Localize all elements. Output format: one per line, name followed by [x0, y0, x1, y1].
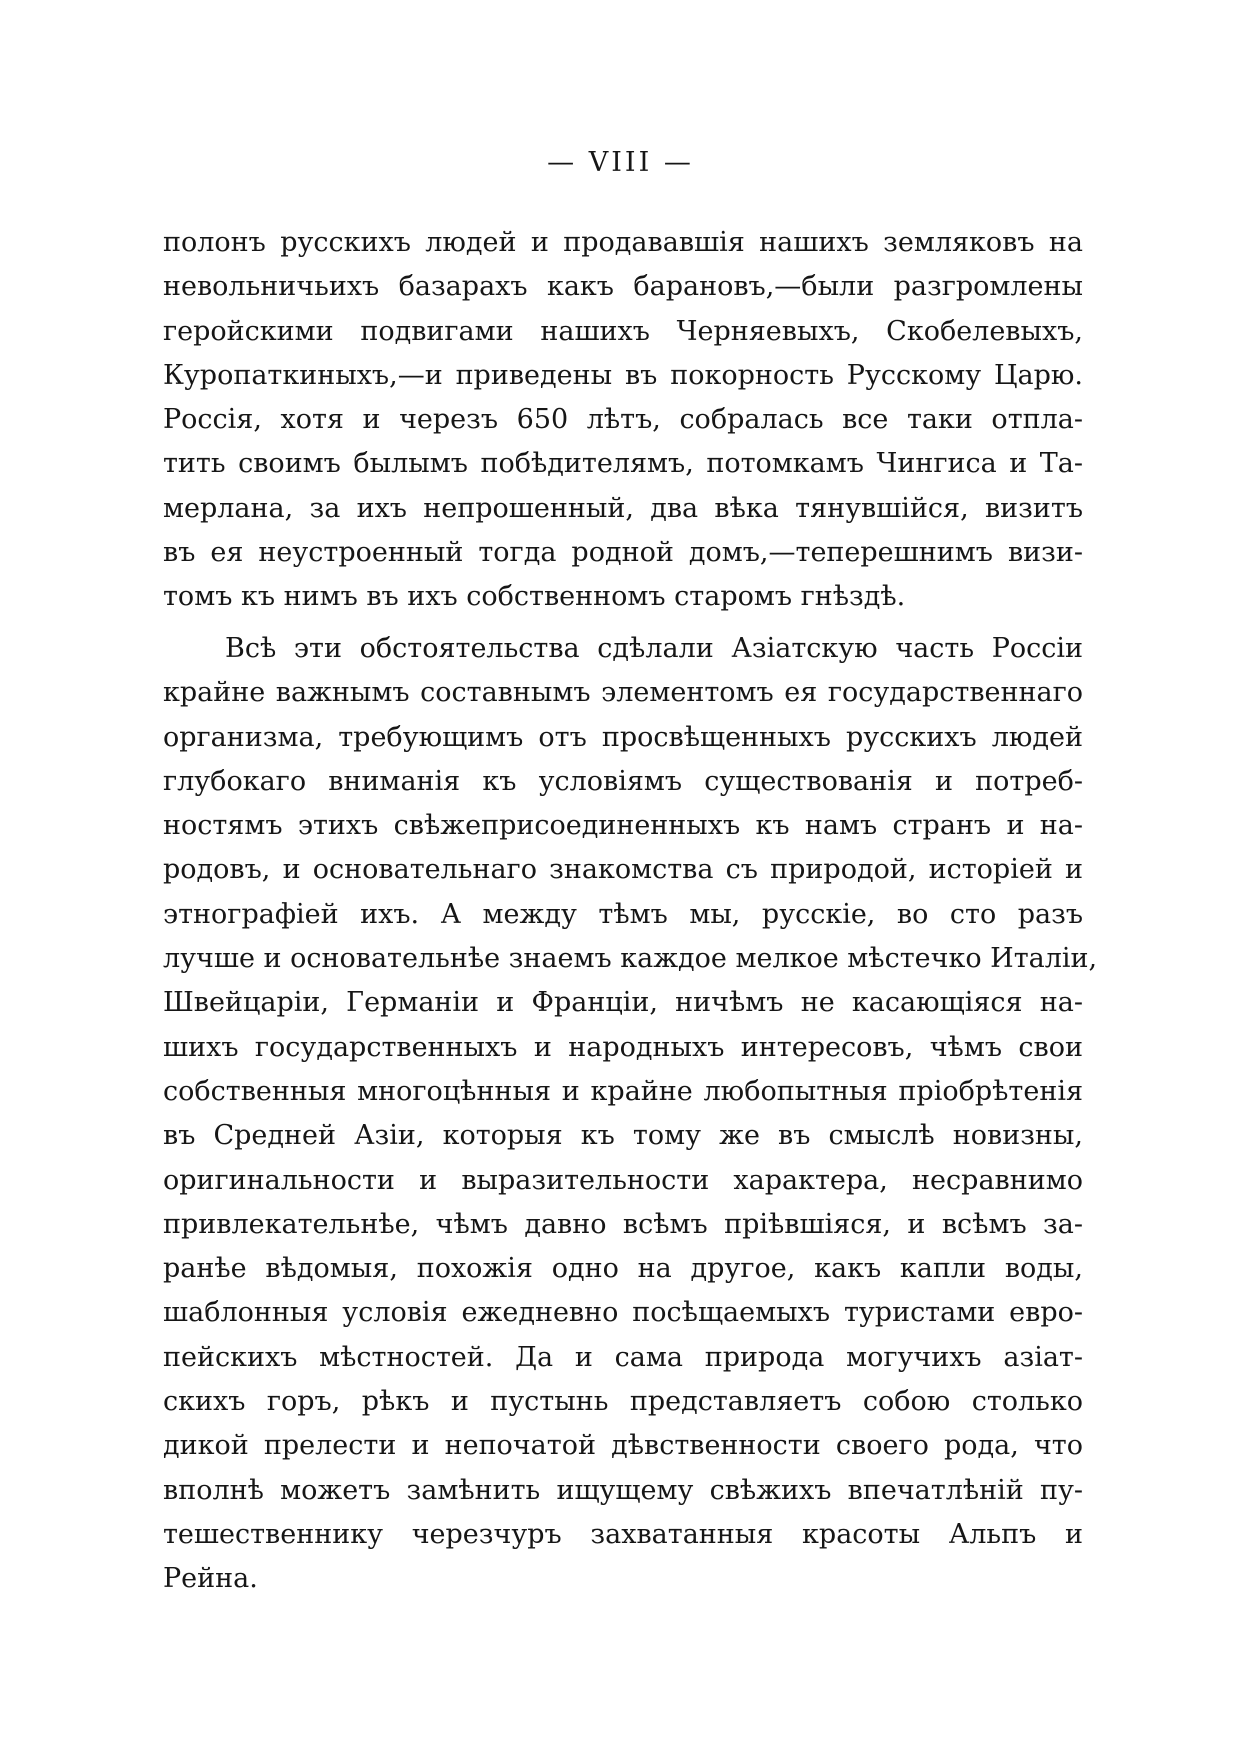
paragraph-line: Россія, хотя и черезъ 650 лѣтъ, собралась все таки отпла- [163, 404, 1083, 436]
paragraph-line: невольничьихъ базарахъ какъ барановъ,—были разгромлены [163, 271, 1083, 303]
paragraph-line: крайне важнымъ составнымъ элементомъ ея государственнаго [163, 677, 1083, 709]
paragraph-line: этнографіей ихъ. А между тѣмъ мы, русскіе, во сто разъ [163, 898, 1083, 930]
paragraph-line: ностямъ этихъ свѣжеприсоединенныхъ къ намъ странъ и на- [163, 810, 1083, 842]
paragraph-line: ранѣе вѣдомыя, похожія одно на другое, какъ капли воды, [163, 1253, 1083, 1285]
paragraph-line: привлекательнѣе, чѣмъ давно всѣмъ пріѣвшіяся, и всѣмъ за- [163, 1208, 1083, 1240]
paragraph-line: Куропаткиныхъ,—и приведены въ покорность Русскому Царю. [163, 359, 1083, 391]
paragraph-line: родовъ, и основательнаго знакомства съ природой, исторіей и [163, 854, 1083, 886]
paragraph-line: скихъ горъ, рѣкъ и пустынь представляетъ собою столько [163, 1386, 1083, 1418]
paragraph-line: организма, требующимъ отъ просвѣщенныхъ русскихъ людей [163, 721, 1083, 753]
paragraph-line: лучше и основательнѣе знаемъ каждое мелкое мѣстечко Италіи, [163, 943, 1098, 975]
paragraph-line: геройскими подвигами нашихъ Черняевыхъ, Скобелевыхъ, [163, 315, 1083, 347]
paragraph-line: томъ къ нимъ въ ихъ собственномъ старомъ гнѣздѣ. [163, 581, 906, 613]
paragraph-line: Рейна. [163, 1563, 258, 1595]
paragraph-line: вполнѣ можетъ замѣнить ищущему свѣжихъ впечатлѣній пу- [163, 1474, 1083, 1506]
paragraph-1 [163, 221, 1083, 620]
paragraph-line: Швейцаріи, Германіи и Франціи, ничѣмъ не касающіяся на- [163, 987, 1083, 1019]
paragraph-line: шихъ государственныхъ и народныхъ интересовъ, чѣмъ свои [163, 1031, 1083, 1063]
paragraph-line: полонъ русскихъ людей и продававшія нашихъ земляковъ на [163, 227, 1083, 258]
paragraph-line: оригинальности и выразительности характера, несравнимо [163, 1164, 1083, 1196]
paragraph-line: шаблонныя условія ежедневно посѣщаемыхъ туристами евро- [163, 1297, 1083, 1329]
paragraph-line: пейскихъ мѣстностей. Да и сама природа могучихъ азіат- [163, 1341, 1083, 1373]
paragraph-2 [163, 627, 1098, 1602]
paragraph-line: въ ея неустроенный тогда родной домъ,—теперешнимъ визи- [163, 537, 1083, 569]
paragraph-line: глубокаго вниманія къ условіямъ существованія и потреб- [163, 765, 1083, 797]
paragraph-line: тешественнику черезчуръ захватанныя красоты Альпъ и [163, 1518, 1083, 1550]
paragraph-line: въ Средней Азіи, которыя къ тому же въ смыслѣ новизны, [163, 1120, 1083, 1152]
paragraph-line: дикой прелести и непочатой дѣвственности своего рода, что [163, 1430, 1083, 1462]
page-number: — VIII — [547, 147, 694, 178]
paragraph-line: тить своимъ былымъ побѣдителямъ, потомкамъ Чингиса и Та- [163, 448, 1083, 480]
paragraph-line: собственныя многоцѣнныя и крайне любопытныя пріобрѣтенія [163, 1075, 1083, 1107]
paragraph-line: мерлана, за ихъ непрошенный, два вѣка тянувшійся, визитъ [163, 492, 1083, 524]
paragraph-line: Всѣ эти обстоятельства сдѣлали Азіатскую часть Россіи [225, 633, 1083, 664]
